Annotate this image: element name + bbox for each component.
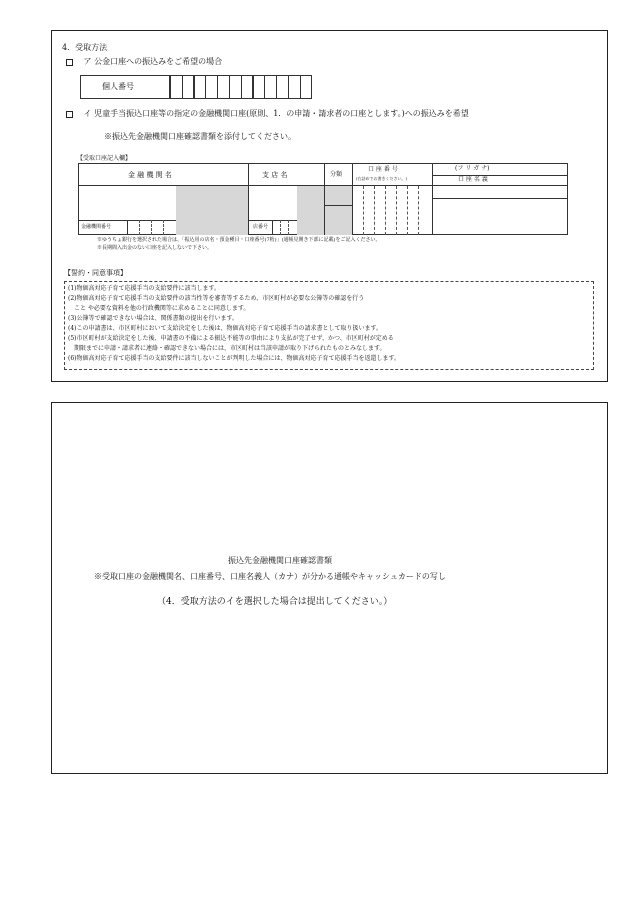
attachment-area (51, 402, 608, 774)
account-number-header: 口 座 番 号 (368, 166, 398, 173)
bank-name-header: 金 融 機 関 名 (128, 171, 172, 179)
individual-number-digit[interactable] (182, 75, 195, 99)
branch-gray (297, 186, 324, 235)
account-holder-header: 口 座 名 義 (458, 176, 488, 183)
individual-number-digit[interactable] (276, 75, 289, 99)
individual-number-digit[interactable] (170, 75, 183, 99)
option-i-label: イ 児童手当振込口座等の指定の金融機関口座(原則、1．の申請・請求者の口座とします。)への振込みを希望 (83, 109, 469, 118)
yucho-note: ※ゆうちょ銀行を選択された場合は、「振込用の店名・預金種目・口座番号(7桁)」(通帳見開き下部に記載)をご記入ください。 (97, 237, 381, 243)
pledge-heading: 【誓約・同意事項】 (64, 269, 127, 277)
pledge-item: (2)物価高対応子育て応援手当の支給要件の該当性等を審査等するため、市区町村が必要な公簿等の確認を行う (68, 295, 365, 302)
option-i-row (66, 110, 469, 118)
pledge-item: (5)市区町村が支給決定をした後、申請書の不備による振込不能等の事由により支払が完了せず、かつ、市区町村が定める (68, 335, 394, 342)
individual-number-digit[interactable] (217, 75, 230, 99)
dormant-note: ※長期間入出金のない口座を記入しないで下さい。 (97, 245, 213, 251)
individual-number-digit[interactable] (264, 75, 277, 99)
pledge-item: こと や必要な資料を他の行政機関等に求めることに同意します。 (74, 305, 250, 312)
individual-number-digit[interactable] (253, 75, 266, 99)
attachment-title: 振込先金融機関口座確認書類 (228, 556, 332, 565)
individual-number-digit[interactable] (205, 75, 218, 99)
branch-code-label: 店番号 (253, 224, 269, 230)
type-gray (325, 186, 352, 235)
pledge-item: (6)物価高対応子育て応援手当の支給要件に該当しないことが判明した場合には、物価高対応子育て応援手当を返還します。 (68, 355, 401, 362)
pledge-item: (1)物価高対応子育て応援手当の支給要件に該当します。 (68, 285, 221, 292)
section-heading: 4．受取方法 (62, 43, 108, 52)
option-a-label: ア 公金口座への振込みをご希望の場合 (83, 57, 223, 66)
account-section-label: 【受取口座記入欄】 (77, 155, 132, 162)
attachment-condition: （4．受取方法のイを選択した場合は提出してください。） (157, 597, 393, 607)
individual-number-label: 個人番号 (102, 82, 134, 91)
furigana-header: (フ リ ガ ナ) (455, 165, 490, 172)
bank-code-gray (176, 186, 248, 235)
branch-header: 支 店 名 (262, 171, 288, 179)
option-i-checkbox[interactable] (66, 111, 73, 118)
pledge-item: (4)この申請書は、市区町村において支給決定をした後は、物価高対応子育て応援手当の請求書として取り扱います。 (68, 325, 383, 332)
account-number-sub: (右詰めでお書きください。) (356, 176, 408, 181)
individual-number-digit[interactable] (241, 75, 254, 99)
attachment-note: ※受取口座の金融機関名、口座番号、口座名義人（カナ）が分かる通帳やキャッシュカードの写し (94, 572, 446, 581)
option-a-row (66, 58, 222, 66)
individual-number-digit[interactable] (229, 75, 242, 99)
pledge-item: 期限までに申請・請求者に連絡・確認できない場合には、市区町村は当該申請が取り下げられたものとみなします。 (74, 345, 386, 352)
option-a-checkbox[interactable] (66, 59, 73, 66)
individual-number-digit[interactable] (194, 75, 207, 99)
type-header: 分類 (330, 171, 343, 178)
individual-number-digit[interactable] (300, 75, 313, 99)
bank-code-label: 金融機関番号 (81, 224, 112, 230)
attach-note: ※振込先金融機関口座確認書類を添付してください。 (104, 132, 296, 141)
individual-number-digit[interactable] (288, 75, 301, 99)
pledge-item: (3)公簿等で確認できない場合は、関係書類の提出を行います。 (68, 315, 239, 322)
